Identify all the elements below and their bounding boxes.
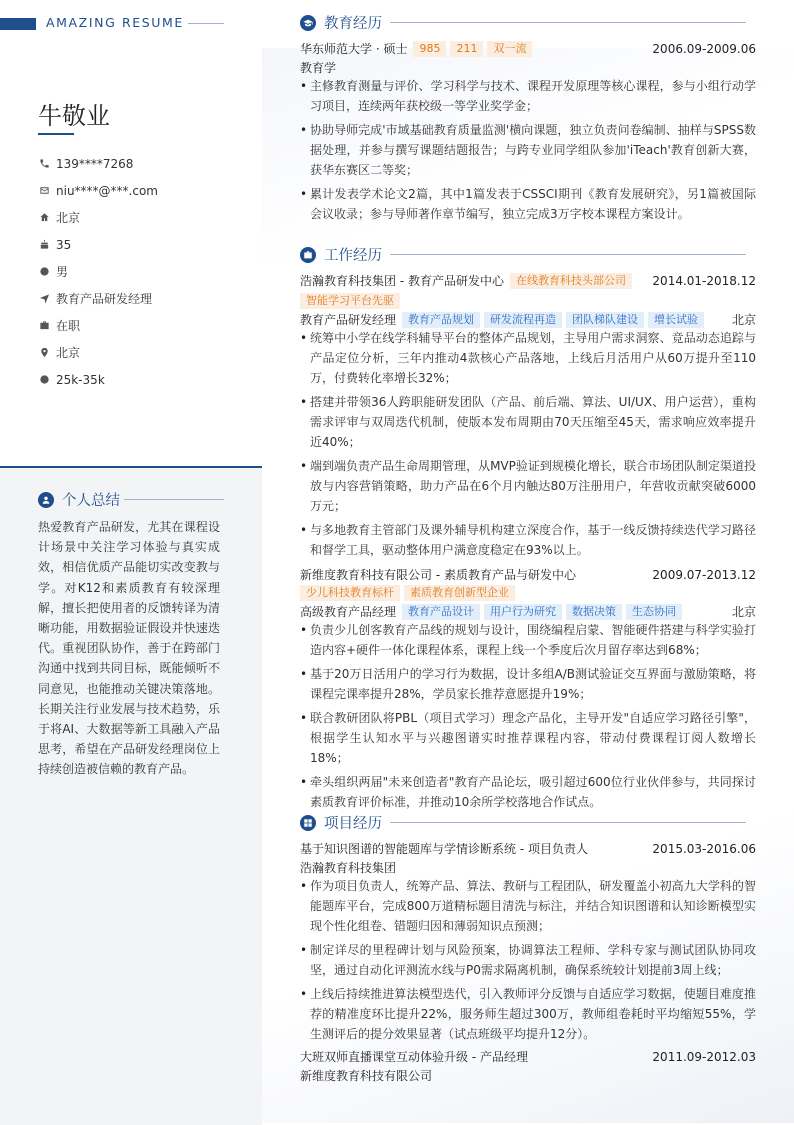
job-bullets (300, 328, 756, 564)
contact-salary (38, 366, 248, 393)
skill-tag: 教育产品设计 (402, 604, 480, 620)
contact-value: 北京 (56, 211, 81, 225)
school-name: 华东师范大学 · 硕士 (300, 42, 408, 56)
work-title: 工作经历 (324, 248, 382, 264)
contact-home (38, 204, 248, 231)
job-city: 北京 (731, 313, 756, 327)
contact-value: 25k-35k (56, 372, 105, 387)
name-underline (38, 133, 74, 135)
sidebar (0, 0, 262, 1123)
contact-location (38, 339, 248, 366)
gender-icon (38, 266, 50, 278)
skill-tag: 增长试验 (648, 312, 704, 328)
job-company: 新维度教育科技有限公司 - 素质教育产品与研发中心 (300, 568, 576, 582)
grid-icon (300, 815, 316, 831)
project-org: 新维度教育科技有限公司 (300, 1069, 433, 1083)
project-name-row (300, 840, 756, 857)
education-major-row (300, 59, 756, 76)
list-item: • 搭建并带领36人跨职能研发团队（产品、前后端、算法、UI/UX、用户运营），重构需求评审与双周迭代机制，使版本发布周期由70天压缩至45天，需求响应效率提升近40%； (300, 392, 756, 452)
contact-age (38, 231, 248, 258)
list-item: • 联合教研团队将PBL（项目式学习）理念产品化，主导开发"自适应学习路径引擎"，根据学生认知水平与兴趣图谱实时推荐课程内容，带动付费课程订阅人数增长18%； (300, 708, 756, 768)
list-item: • 作为项目负责人，统筹产品、算法、教研与工程团队，研发覆盖小初高九大学科的智能题库平台，完成800万道精标题目清洗与标注，并结合知识图谱和认知诊断模型实现个性化组卷、错题归因和薄弱知识点预测； (300, 876, 756, 936)
education-heading (300, 12, 756, 33)
home-icon (38, 212, 50, 224)
send-icon (38, 293, 50, 305)
contact-value: niu****@***.com (56, 183, 158, 198)
email-icon (38, 185, 50, 197)
graduation-cap-icon (300, 15, 316, 31)
project-date: 2011.09-2012.03 (652, 1049, 756, 1064)
contact-phone (38, 150, 248, 177)
contact-value: 35 (56, 237, 72, 252)
section-divider (390, 822, 746, 823)
cake-icon (38, 239, 50, 251)
project-org: 浩瀚教育科技集团 (300, 861, 397, 875)
list-item: • 上线后持续推进算法模型迭代，引入教师评分反馈与自适应学习数据，使题目难度推荐的精准度环比提升22%，服务师生超过300万，教师组卷耗时平均缩短55%，学生测评后的提分效果显著（试点班级平均提升12分）。 (300, 984, 756, 1044)
contact-value: 北京 (56, 346, 81, 360)
list-item: • 协助导师完成'市域基础教育质量监测'横向课题，独立负责问卷编制、抽样与SPSS数据处理，并参与撰写课题结题报告；与跨专业同学组队参加'iTeach'教育创新大赛，获华东赛区二等奖； (300, 120, 756, 180)
list-item: • 基于20万日活用户的学习行为数据，设计多组A/B测试验证交互界面与激励策略，将课程完课率提升28%，学员家长推荐意愿提升19%； (300, 664, 756, 704)
location-icon (38, 347, 50, 359)
projects-heading (300, 812, 756, 833)
skill-tag: 生态协同 (626, 604, 682, 620)
briefcase-icon (38, 320, 50, 332)
summary-text: 热爱教育产品研发，尤其在课程设计场景中关注学习体验与真实成效，相信优质产品能切实改变教与学。对K12和素质教育有较深理解，擅长把使用者的反馈转译为清晰功能，用数据验证假设并快速迭代。重视团队协作，善于在跨部门沟通中找到共同目标，既能倾听不同意见，也能推动关键决策落地。长期关注行业发展与技术趋势，乐于将AI、大数据等新工具融入产品思考，希望在产品研发经理岗位上持续创造被信赖的教育产品。 (38, 520, 220, 777)
brand-title: AMAZING RESUME (46, 15, 184, 30)
skill-tag: 数据决策 (566, 604, 622, 620)
summary-divider (124, 499, 224, 500)
education-major: 教育学 (300, 61, 337, 75)
list-item: • 负责少儿创客教育产品线的规划与设计，围绕编程启蒙、智能硬件搭建与科学实验打造内容+硬件一体化课程体系，课程上线一个季度后次月留存率达到68%； (300, 620, 756, 660)
company-tag: 少儿科技教育标杆 (300, 585, 400, 601)
job-company: 浩瀚教育科技集团 - 教育产品研发中心 (300, 274, 504, 288)
list-item: • 统筹中小学在线学科辅导平台的整体产品规划，主导用户需求洞察、竞品动态追踪与产品定位分析，三年内推动4款核心产品落地，上线后月活用户从60万提升至110万，付费转化率增长32%； (300, 328, 756, 388)
contact-email (38, 177, 248, 204)
brand-accent-bar (0, 18, 36, 30)
contact-status (38, 312, 248, 339)
list-item: • 与多地教育主管部门及课外辅导机构建立深度合作，基于一线反馈持续迭代学习路径和督学工具，驱动整体用户满意度稳定在93%以上。 (300, 520, 756, 560)
projects-title: 项目经历 (324, 816, 382, 832)
phone-icon (38, 158, 50, 170)
contact-target-position (38, 285, 248, 312)
skill-tag: 研发流程再造 (484, 312, 562, 328)
list-item: • 制定详尽的里程碑计划与风险预案，协调算法工程师、学科专家与测试团队协同攻坚，通过自动化评测流水线与P0需求隔离机制，确保系统较计划提前3周上线； (300, 940, 756, 980)
contact-value: 139****7268 (56, 156, 134, 171)
summary-heading (38, 489, 120, 510)
briefcase-icon (300, 247, 316, 263)
contact-value: 在职 (56, 319, 81, 333)
company-tag: 智能学习平台先驱 (300, 293, 400, 309)
job-bullets (300, 620, 756, 816)
list-item: • 累计发表学术论文2篇，其中1篇发表于CSSCI期刊《教育发展研究》，另1篇被国际会议收录；参与导师著作章节编写，独立完成3万字校本课程方案设计。 (300, 184, 756, 224)
job-tags-row (300, 293, 756, 309)
project-name: 基于知识图谱的智能题库与学情诊断系统 - 项目负责人 (300, 842, 588, 856)
school-tag: 985 (413, 41, 446, 57)
work-heading (300, 244, 756, 265)
education-bullets (300, 76, 756, 228)
job-date: 2014.01-2018.12 (652, 273, 756, 288)
list-item: • 端到端负责产品生命周期管理，从MVP验证到规模化增长，联合市场团队制定渠道投放与内容营销策略，助力产品在6个月内触达80万注册用户，年营收贡献突破6000万元； (300, 456, 756, 516)
summary-title: 个人总结 (62, 493, 120, 509)
user-icon (38, 492, 54, 508)
education-date: 2006.09-2009.06 (652, 41, 756, 56)
project-bullets (300, 876, 756, 1048)
job-position: 教育产品研发经理 (300, 313, 397, 327)
list-item: • 主修教育测量与评价、学习科学与技术、课程开发原理等核心课程，参与小组行动学习项目，连续两年获校级一等学业奖学金； (300, 76, 756, 116)
job-company-row (300, 566, 756, 583)
education-title: 教育经历 (324, 16, 382, 32)
skill-tag: 教育产品规划 (402, 312, 480, 328)
brand-divider (188, 23, 224, 24)
job-date: 2009.07-2013.12 (652, 567, 756, 582)
company-tag: 素质教育创新型企业 (404, 585, 515, 601)
job-company-row (300, 272, 756, 289)
candidate-name: 牛敬业 (38, 102, 110, 130)
job-city: 北京 (731, 605, 756, 619)
job-tags-row (300, 585, 756, 601)
contact-value: 教育产品研发经理 (56, 292, 153, 306)
school-tag: 双一流 (487, 41, 532, 57)
education-school-row (300, 40, 756, 57)
project-org-row (300, 1067, 756, 1084)
contact-value: 男 (56, 265, 69, 279)
contact-list (38, 150, 248, 393)
job-position-row (300, 311, 756, 328)
job-position-row (300, 603, 756, 620)
contact-gender (38, 258, 248, 285)
section-divider (390, 22, 746, 23)
list-item: • 牵头组织两届"未来创造者"教育产品论坛，吸引超过600位行业伙伴参与，共同探讨素质教育评价标准，并推动10余所学校落地合作试点。 (300, 772, 756, 812)
project-date: 2015.03-2016.06 (652, 841, 756, 856)
money-icon (38, 374, 50, 386)
project-org-row (300, 859, 756, 876)
project-name: 大班双师直播课堂互动体验升级 - 产品经理 (300, 1050, 528, 1064)
section-divider (390, 254, 746, 255)
skill-tag: 团队梯队建设 (566, 312, 644, 328)
skill-tag: 用户行为研究 (484, 604, 562, 620)
job-position: 高级教育产品经理 (300, 605, 397, 619)
project-name-row (300, 1048, 756, 1065)
school-tag: 211 (450, 41, 483, 57)
company-tag: 在线教育科技头部公司 (510, 273, 632, 289)
